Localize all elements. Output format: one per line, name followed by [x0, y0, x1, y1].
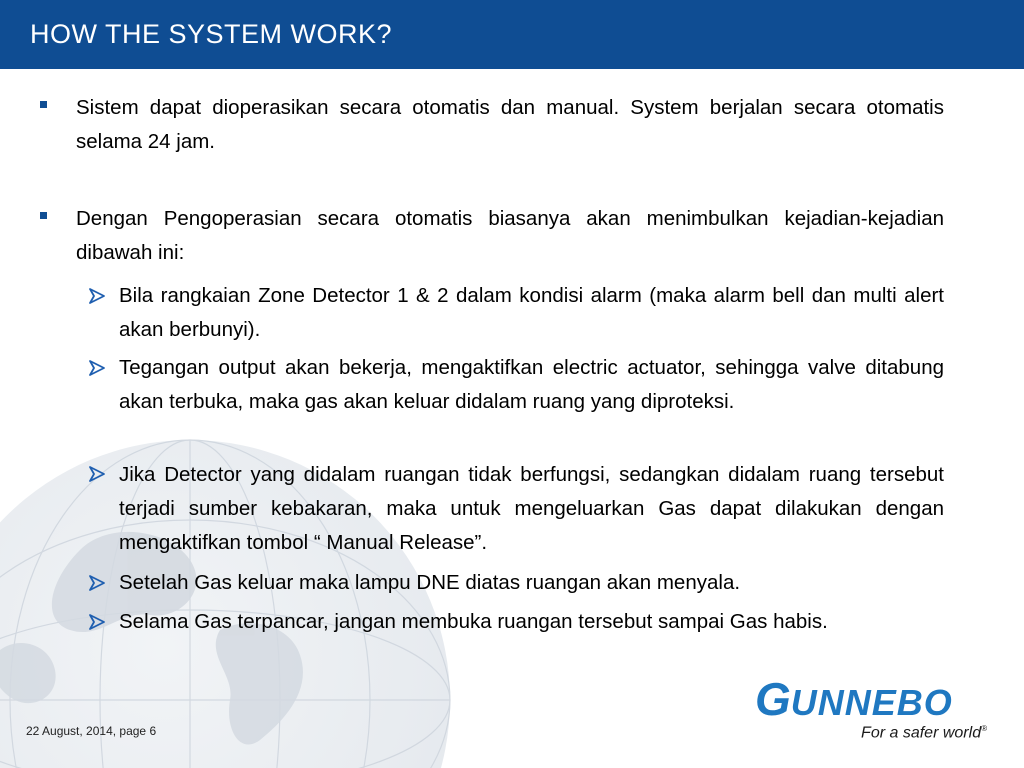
sub-bullet-text: Bila rangkaian Zone Detector 1 & 2 dalam kondisi alarm (maka alarm bell dan multi alert akan berbunyi). — [119, 284, 944, 341]
gunnebo-logo — [755, 673, 995, 746]
sub-bullet-text: Jika Detector yang didalam ruangan tidak berfungsi, sedangkan didalam ruang tersebut terjadi sumber kebakaran, maka untuk mengeluarkan Gas dapat dilakukan dengan mengaktifkan tombol “ Manual Release”. — [119, 463, 944, 554]
sub-bullet-text: Tegangan output akan bekerja, mengaktifkan electric actuator, sehingga valve ditabung akan terbuka, maka gas akan keluar didalam ruang yang diproteksi. — [119, 356, 944, 413]
sub-bullet-text: Selama Gas terpancar, jangan membuka ruangan tersebut sampai Gas habis. — [119, 610, 828, 633]
slide-title: HOW THE SYSTEM WORK? — [30, 19, 393, 49]
sub-bullet-text: Setelah Gas keluar maka lampu DNE diatas ruangan akan menyala. — [119, 571, 741, 594]
square-bullet-icon — [40, 212, 47, 219]
square-bullet-icon — [40, 101, 47, 108]
footer-date: 22 August, 2014, page 6 — [26, 724, 157, 738]
logo-wordmark: GUNNEBO — [755, 673, 953, 725]
arrow-bullet-icon — [88, 614, 106, 630]
arrow-bullet-icon — [88, 575, 106, 591]
arrow-bullet-icon — [88, 466, 106, 482]
bullet-text: Dengan Pengoperasian secara otomatis biasanya akan menimbulkan kejadian-kejadian dibawah ini: — [76, 207, 944, 264]
logo-tagline: For a safer world® — [861, 724, 987, 742]
arrow-bullet-icon — [88, 360, 106, 376]
bullet-text: Sistem dapat dioperasikan secara otomatis dan manual. System berjalan secara otomatis selama 24 jam. — [76, 96, 944, 153]
arrow-bullet-icon — [88, 288, 106, 304]
